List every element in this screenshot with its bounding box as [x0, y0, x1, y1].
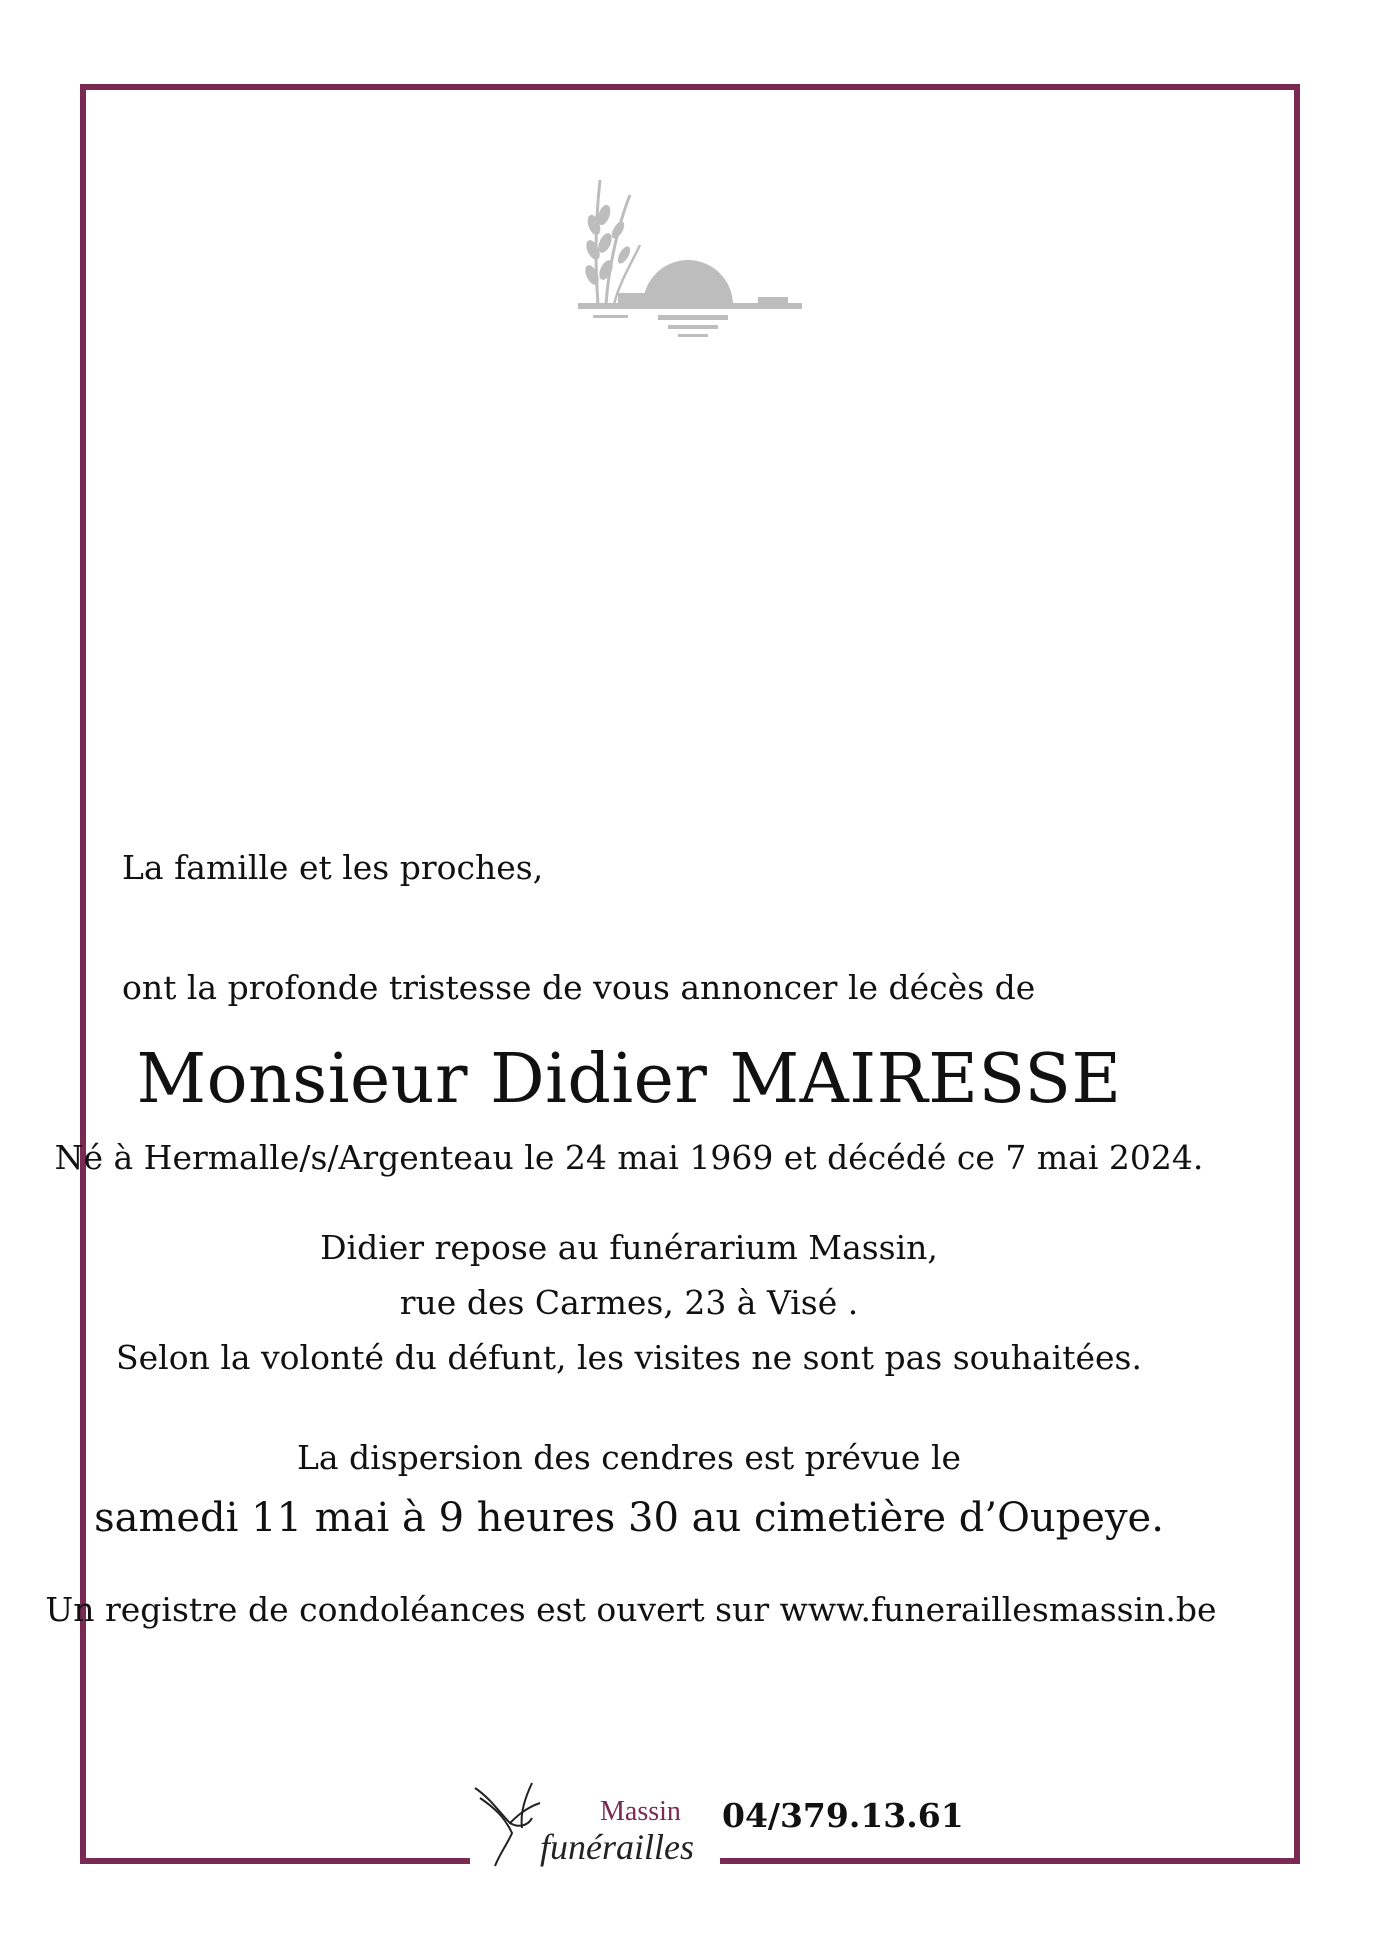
logo-massin: Massin — [600, 1796, 681, 1827]
intro-text: La famille et les proches, — [122, 848, 544, 887]
phone-number: 04/379.13.61 — [722, 1796, 964, 1835]
rest-line-2: rue des Carmes, 23 à Visé . — [399, 1283, 859, 1322]
birth-death-text: Né à Hermalle/s/Argenteau le 24 mai 1969 et décédé ce 7 mai 2024. — [54, 1138, 1204, 1177]
dispersion-intro: La dispersion des cendres est prévue le — [296, 1438, 962, 1477]
rest-line-1: Didier repose au funérarium Massin, — [320, 1228, 938, 1267]
registry-text: Un registre de condoléances est ouvert sur www.funeraillesmassin.be — [45, 1590, 1217, 1629]
sunset-reeds-icon — [578, 175, 802, 350]
announce-text: ont la profonde tristesse de vous annoncer le décès de — [122, 968, 1036, 1007]
dispersion-when: samedi 11 mai à 9 heures 30 au cimetière d’Oupeye. — [94, 1495, 1164, 1541]
deceased-name: Monsieur Didier MAIRESSE — [136, 1040, 1122, 1119]
rest-line-3: Selon la volonté du défunt, les visites ne sont pas souhaitées. — [116, 1338, 1142, 1377]
logo-funerailles: funérailles — [540, 1827, 694, 1867]
